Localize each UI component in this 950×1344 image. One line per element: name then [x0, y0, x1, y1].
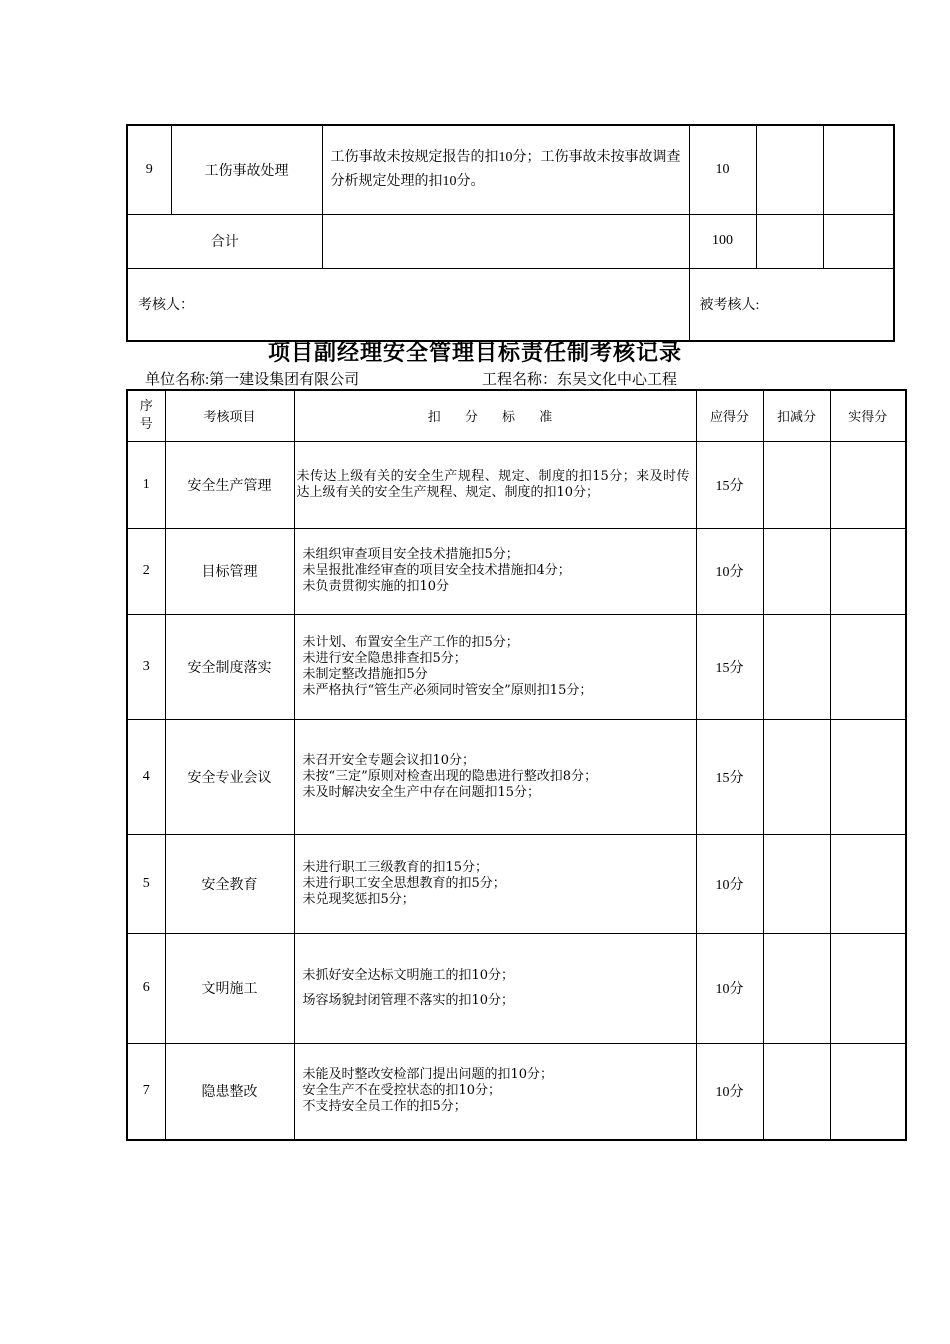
assessment-item: 工伤事故处理	[171, 125, 322, 214]
deduction-standard	[294, 614, 696, 719]
standard-line: 未及时解决安全生产中存在问题扣15分；	[302, 784, 541, 800]
standard-line: 未呈报批准经审查的项目安全技术措施扣4分；	[302, 563, 571, 578]
header-actual-score: 实得分	[830, 390, 906, 441]
due-score: 10分	[696, 528, 763, 614]
deducted-score-cell[interactable]	[763, 933, 830, 1043]
assessment-item: 安全专业会议	[165, 719, 294, 834]
actual-score-cell[interactable]	[830, 933, 906, 1043]
assessment-item: 目标管理	[165, 528, 294, 614]
header-deducted-score: 扣减分	[763, 390, 830, 441]
standard-line: 未严格执行“管生产必须同时管安全”原则扣15分；	[302, 682, 593, 698]
assessment-item: 安全生产管理	[165, 441, 294, 528]
deducted-score-cell[interactable]	[763, 834, 830, 933]
deduction-standard	[294, 933, 696, 1043]
header-seq	[127, 390, 165, 441]
row-number: 3	[127, 614, 165, 719]
signature-row	[127, 268, 894, 341]
header-item: 考核项目	[165, 390, 294, 441]
standard-line: 安全生产不在受控状态的扣10分；	[302, 1083, 502, 1099]
unit-name: 单位名称:第一建设集团有限公司	[145, 372, 360, 388]
deducted-score-cell[interactable]	[763, 719, 830, 834]
actual-score-cell[interactable]	[830, 834, 906, 933]
header-info	[145, 368, 745, 389]
deduction-standard: 工伤事故未按规定报告的扣10分；工伤事故未按事故调查分析规定处理的扣10分。	[322, 125, 689, 214]
deduction-standard	[294, 528, 696, 614]
deducted-score-cell[interactable]	[763, 441, 830, 528]
standard-line: 未能及时整改安检部门提出问题的扣10分；	[302, 1067, 554, 1083]
standard-line: 未计划、布置安全生产工作的扣5分；	[302, 634, 519, 650]
total-row	[127, 214, 894, 268]
due-score: 15分	[696, 719, 763, 834]
deduction-standard	[294, 834, 696, 933]
due-score: 10	[689, 125, 756, 214]
table-row	[127, 834, 906, 933]
standard-line: 未传达上级有关的安全生产规程、规定、制度的扣15分；来及时传达上级有关的安全生产规程、规定、制度的扣10分；	[296, 468, 690, 500]
assessment-item: 隐患整改	[165, 1043, 294, 1140]
deducted-score-cell[interactable]	[763, 614, 830, 719]
standard-line: 场容场貌封闭管理不落实的扣10分；	[302, 993, 515, 1008]
header-due-score: 应得分	[696, 390, 763, 441]
deducted-score-cell[interactable]	[756, 125, 823, 214]
standard-line: 未进行职工安全思想教育的扣5分；	[302, 875, 506, 891]
row-number: 2	[127, 528, 165, 614]
row-number: 1	[127, 441, 165, 528]
total-deducted-cell[interactable]	[756, 214, 823, 268]
table-row	[127, 1043, 906, 1140]
header-seq-label: 序号	[139, 398, 153, 432]
actual-score-cell[interactable]	[830, 719, 906, 834]
assessment-item: 安全教育	[165, 834, 294, 933]
actual-score-cell[interactable]	[830, 528, 906, 614]
assessee-label: 被考核人:	[689, 268, 894, 341]
actual-score-cell[interactable]	[830, 614, 906, 719]
deduction-standard	[294, 441, 696, 528]
actual-score-cell[interactable]	[830, 441, 906, 528]
standard-line: 未组织审查项目安全技术措施扣5分；	[302, 547, 519, 562]
due-score: 15分	[696, 614, 763, 719]
table-row	[127, 528, 906, 614]
standard-line: 未进行安全隐患排查扣5分；	[302, 650, 467, 666]
table-row	[127, 933, 906, 1043]
header-row	[127, 390, 906, 441]
row-number: 6	[127, 933, 165, 1043]
due-score: 10分	[696, 834, 763, 933]
standard-line: 未抓好安全达标文明施工的扣10分；	[302, 968, 515, 983]
standard-line: 未进行职工三级教育的扣15分；	[302, 859, 489, 875]
standard-line: 未兑现奖惩扣5分；	[302, 891, 415, 907]
standard-line: 不支持安全员工作的扣5分；	[302, 1099, 467, 1115]
header-standard: 扣 分 标 准	[294, 390, 696, 441]
total-standard-cell	[322, 214, 689, 268]
standard-line: 未按“三定”原则对检查出现的隐患进行整改扣8分；	[302, 768, 598, 784]
project-name: 工程名称：东吴文化中心工程	[482, 372, 678, 388]
row-number: 7	[127, 1043, 165, 1140]
assessor-label: 考核人：	[127, 268, 689, 341]
due-score: 15分	[696, 441, 763, 528]
standard-line: 未负责贯彻实施的扣10分	[302, 579, 450, 594]
total-label: 合计	[127, 214, 322, 268]
deduction-standard	[294, 719, 696, 834]
previous-record-table	[126, 124, 895, 342]
deduction-standard	[294, 1043, 696, 1140]
table-row	[127, 125, 894, 214]
standard-line: 未召开安全专题会议扣10分；	[302, 752, 476, 768]
total-actual-cell[interactable]	[823, 214, 894, 268]
page-title: 项目副经理安全管理目标责任制考核记录	[267, 341, 682, 366]
row-number: 4	[127, 719, 165, 834]
table-row	[127, 441, 906, 528]
table-row	[127, 719, 906, 834]
actual-score-cell[interactable]	[823, 125, 894, 214]
total-score: 100	[689, 214, 756, 268]
due-score: 10分	[696, 1043, 763, 1140]
table-row	[127, 614, 906, 719]
standard-line: 未制定整改措施扣5分	[302, 666, 428, 682]
row-number: 9	[127, 125, 171, 214]
deducted-score-cell[interactable]	[763, 1043, 830, 1140]
row-number: 5	[127, 834, 165, 933]
deducted-score-cell[interactable]	[763, 528, 830, 614]
actual-score-cell[interactable]	[830, 1043, 906, 1140]
assessment-item: 安全制度落实	[165, 614, 294, 719]
assessment-item: 文明施工	[165, 933, 294, 1043]
due-score: 10分	[696, 933, 763, 1043]
assessment-table	[126, 389, 907, 1141]
